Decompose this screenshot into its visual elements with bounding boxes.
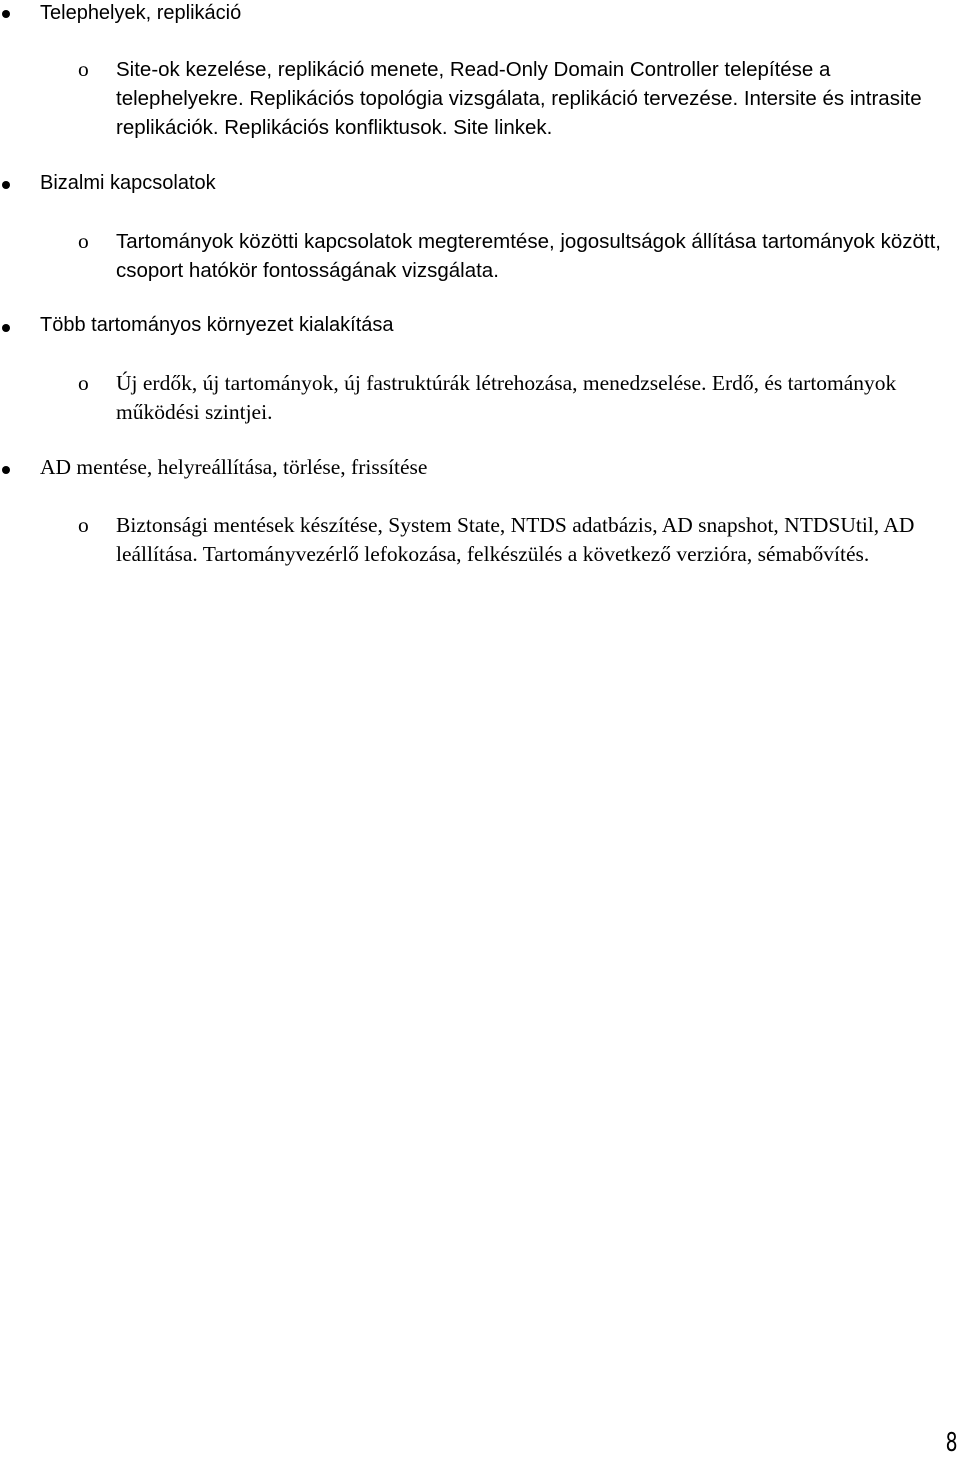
item-description: Biztonsági mentések készítése, System State, NTDS adatbázis, AD snapshot, NTDSUtil, AD leállítása. Tartományvezérlő lefokozása, felkészülés a következő verzióra, sémabővítés. xyxy=(116,513,915,566)
bullet-icon xyxy=(2,10,10,18)
page-number: 8 xyxy=(946,1428,958,1458)
sub-bullet-marker: o xyxy=(78,371,89,395)
sub-bullet-marker: o xyxy=(78,57,89,81)
item-description: Tartományok közötti kapcsolatok megteremtése, jogosultságok állítása tartományok között, csoport hatókör fontosságának vizsgálata. xyxy=(116,230,941,282)
sub-bullet-marker: o xyxy=(78,229,89,253)
item-title: Több tartományos környezet kialakítása xyxy=(40,314,394,336)
item-description: Site-ok kezelése, replikáció menete, Read-Only Domain Controller telepítése a telephelyekre. Replikációs topológia vizsgálata, replikáció tervezése. Intersite és intrasite replikációk. Replikációs konfliktusok. Site linkek. xyxy=(116,58,922,139)
bullet-icon xyxy=(2,324,10,332)
sub-bullet-marker: o xyxy=(78,513,89,537)
bullet-icon xyxy=(2,466,10,474)
item-description: Új erdők, új tartományok, új fastruktúrák létrehozása, menedzselése. Erdő, és tartományok működési szintjei. xyxy=(116,371,897,424)
item-title: Bizalmi kapcsolatok xyxy=(40,172,216,194)
item-title: AD mentése, helyreállítása, törlése, frissítése xyxy=(40,455,428,479)
item-title: Telephelyek, replikáció xyxy=(40,2,242,24)
bullet-icon xyxy=(2,181,10,189)
